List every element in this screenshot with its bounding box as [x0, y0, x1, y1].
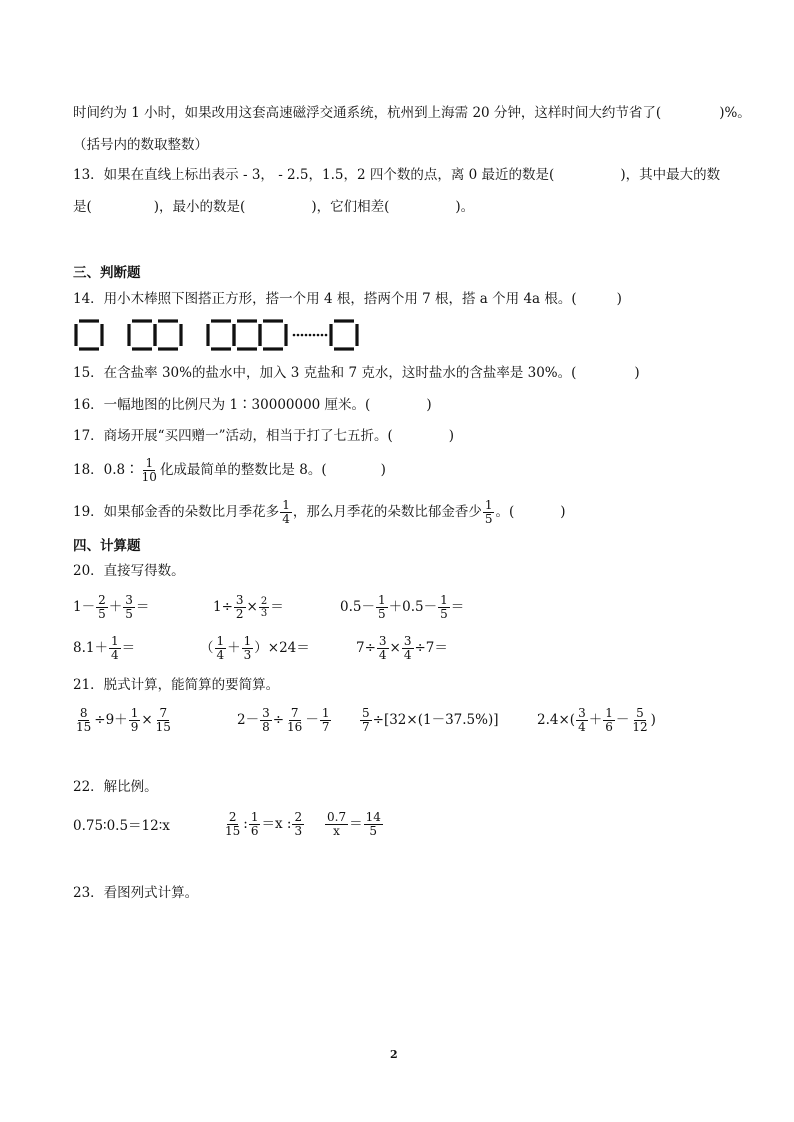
fraction: $\frac{1}{4}$	[282, 498, 290, 526]
q20-item-b: 1÷ $\frac{3}{2}$ × $\frac{2}{3}$ ＝	[213, 593, 284, 621]
stick-squares-figure	[73, 318, 363, 354]
q20-item-f: 7÷ $\frac{3}{4}$ × $\frac{3}{4}$ ÷7＝	[356, 634, 448, 662]
q22-item-a: 0.75∶0.5＝12∶x	[73, 818, 170, 834]
q20-item-d: 8.1＋ $\frac{1}{4}$ ＝	[73, 634, 136, 662]
q13-line1: 13．如果在直线上标出表示 - 3， - 2.5，1.5，2 四个数的点，离 0 最近的数是( )，其中最大的数	[73, 167, 721, 183]
q18-text: 18．0.8∶ $\frac{1}{10}$ 化成最简单的整数比是 8。( )	[73, 456, 386, 484]
stick-square	[155, 321, 181, 349]
q20-text: 20．直接写得数。	[73, 563, 185, 579]
stick-square	[129, 321, 155, 349]
q22-item-b: $\frac{2}{15}$ : $\frac{1}{6}$ ＝x : $\frac{2}{3}$	[225, 810, 303, 838]
q16-text: 16．一幅地图的比例尺为 1∶30000000 厘米。( )	[73, 397, 432, 413]
stick-square	[76, 321, 102, 349]
q21-item-a: $\frac{8}{15}$ ÷9＋ $\frac{1}{9}$ × $\frac{7}{15}$	[76, 706, 171, 734]
section-heading-calculation: 四、计算题	[73, 538, 141, 554]
fraction: $\frac{1}{5}$	[484, 498, 493, 526]
q12-line2: （括号内的数取整数）	[73, 137, 208, 153]
q15-text: 15．在含盐率 30%的盐水中，加入 3 克盐和 7 克水，这时盐水的含盐率是 30%。( )	[73, 365, 640, 381]
section-heading-judgement: 三、判断题	[73, 265, 141, 281]
q22-text: 22．解比例。	[73, 779, 158, 795]
q21-item-b: 2－ $\frac{3}{8}$ ÷ $\frac{7}{16}$ － $\frac{1}{7}$	[237, 706, 330, 734]
q22-item-c: $\frac{0.7}{x}$ ＝ $\frac{14}{5}$	[327, 810, 381, 838]
q14-text: 14．用小木棒照下图搭正方形，搭一个用 4 根，搭两个用 7 根，搭 a 个用 4a 根。( )	[73, 291, 622, 307]
q23-text: 23．看图列式计算。	[73, 885, 199, 901]
stick-square	[331, 321, 357, 349]
stick-square	[208, 321, 234, 349]
q17-text: 17．商场开展“买四赠一”活动，相当于打了七五折。( )	[73, 428, 455, 444]
q12-line1: 时间约为 1 小时，如果改用这套高速磁浮交通系统，杭州到上海需 20 分钟，这样时间大约节省了( )%。	[73, 105, 751, 121]
q19-text: 19．如果郁金香的朵数比月季花多 $\frac{1}{4}$ ，那么月季花的朵数比郁金香少 $\frac{1}{5}$ 。( )	[73, 498, 566, 526]
q20-item-e: （ $\frac{1}{4}$ ＋ $\frac{1}{3}$ ）×24＝	[200, 634, 310, 662]
q20-item-c: 0.5－ $\frac{1}{5}$ ＋0.5－ $\frac{1}{5}$ ＝	[340, 593, 465, 621]
q20-item-a: 1－ $\frac{2}{5}$ ＋ $\frac{3}{5}$ ＝	[73, 593, 150, 621]
stick-square	[234, 321, 260, 349]
fraction: $\frac{1}{10}$	[141, 456, 157, 484]
page-number: 2	[390, 1048, 398, 1061]
q13-line2: 是( )，最小的数是( )，它们相差( )。	[73, 199, 475, 215]
q21-text: 21．脱式计算，能简算的要简算。	[73, 677, 280, 693]
q21-item-c: $\frac{5}{7}$ ÷[32×(1－37.5%)]	[362, 706, 499, 734]
q21-item-d: 2.4×( $\frac{3}{4}$ ＋ $\frac{1}{6}$ － $\frac{5}{12}$ )	[537, 706, 656, 734]
stick-square	[260, 321, 286, 349]
